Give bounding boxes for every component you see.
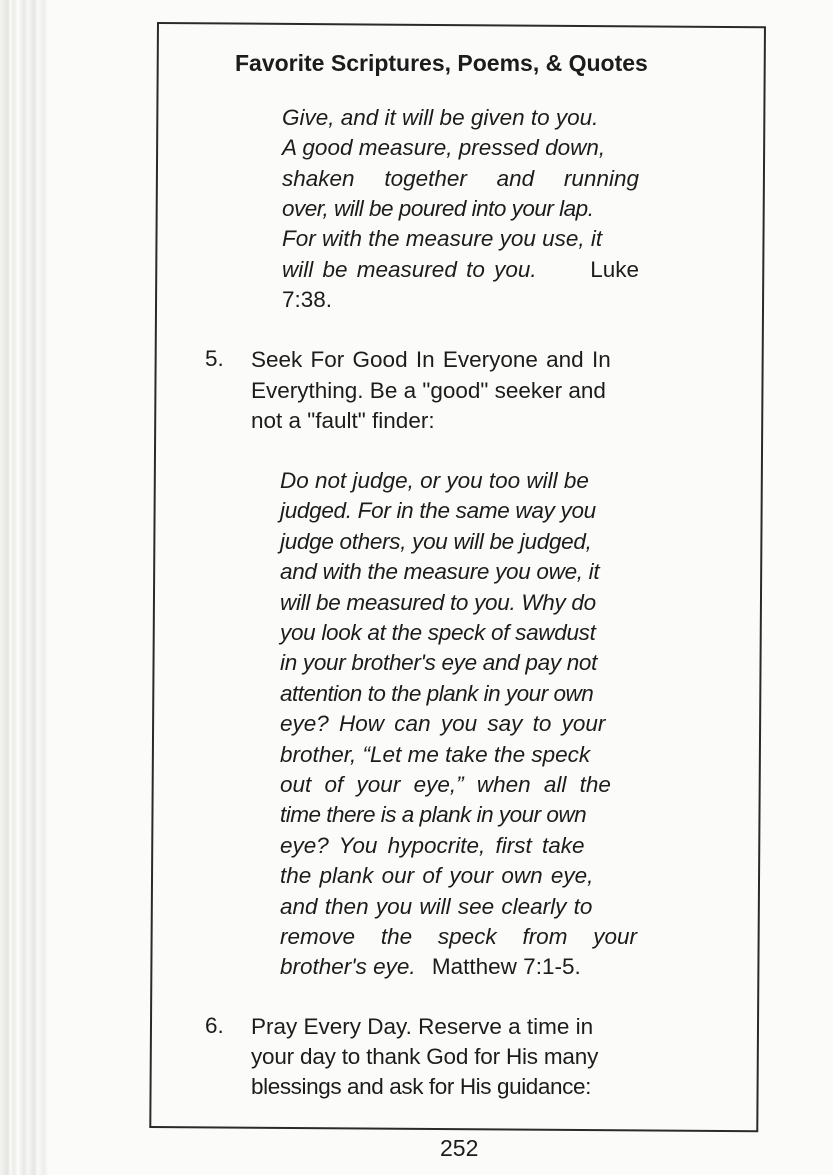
quote-line: time there is a plank in your own: [280, 802, 587, 827]
quote-line: [282, 164, 639, 194]
page-number: 252: [440, 1135, 479, 1161]
word: your: [593, 924, 637, 949]
citation: Luke: [590, 257, 639, 282]
item-number: 6.: [205, 1013, 224, 1038]
quote-line: eye? You hypocrite, first take: [280, 833, 585, 858]
quote-line: the plank our of your own eye,: [280, 863, 594, 888]
quote-line: Do not judge, or you too will be: [280, 468, 589, 493]
quote-line: you look at the speck of sawdust: [280, 620, 596, 645]
item-text-line: blessings and ask for His guidance:: [251, 1074, 591, 1099]
item-text-line: Pray Every Day. Reserve a time in: [251, 1014, 594, 1039]
item-text-line: Seek For Good In Everyone and In: [251, 347, 611, 372]
quote-line: and then you will see clearly to: [280, 894, 593, 919]
item-text-line: your day to thank God for His many: [251, 1044, 599, 1069]
word: speck: [437, 924, 497, 949]
quote-line: judged. For in the same way you: [280, 498, 596, 523]
quote-line: For with the measure you use, it: [282, 226, 603, 251]
quote-text: will be measured to you.: [282, 257, 537, 282]
quote-line: brother, “Let me take the speck: [280, 742, 591, 767]
quote-line: [282, 255, 639, 285]
quote-line: attention to the plank in your own: [280, 681, 594, 706]
page-stack-edges: [0, 0, 48, 1175]
quote-line: over, will be poured into your lap.: [282, 196, 594, 221]
citation-continued: 7:38.: [282, 287, 333, 312]
item-text-line: not a "fault" finder:: [251, 408, 435, 433]
quote-line: will be measured to you. Why do: [280, 590, 596, 615]
quote-line: and with the measure you owe, it: [280, 559, 600, 584]
word: shaken: [282, 166, 355, 191]
quote-line: out of your eye,” when all the: [280, 772, 611, 797]
quote-line: in your brother's eye and pay not: [280, 650, 598, 675]
word: together: [384, 166, 467, 191]
word: from: [522, 924, 568, 949]
citation: Matthew 7:1-5.: [431, 954, 581, 979]
quote-text: brother's eye.: [280, 954, 416, 979]
quote-line: [280, 922, 637, 952]
quote-line: [280, 952, 581, 982]
item-number: 5.: [205, 346, 224, 371]
item-text-line: Everything. Be a "good" seeker and: [251, 378, 606, 403]
word: the: [380, 924, 413, 949]
quote-line: judge others, you will be judged,: [280, 529, 592, 554]
quote-line: A good measure, pressed down,: [282, 135, 606, 160]
quote-line: eye? How can you say to your: [280, 711, 606, 736]
word: and: [496, 166, 535, 191]
quote-line: Give, and it will be given to you.: [282, 105, 599, 130]
page-header-title: Favorite Scriptures, Poems, & Quotes: [235, 50, 648, 76]
word: running: [563, 166, 639, 191]
word: remove: [280, 924, 356, 949]
